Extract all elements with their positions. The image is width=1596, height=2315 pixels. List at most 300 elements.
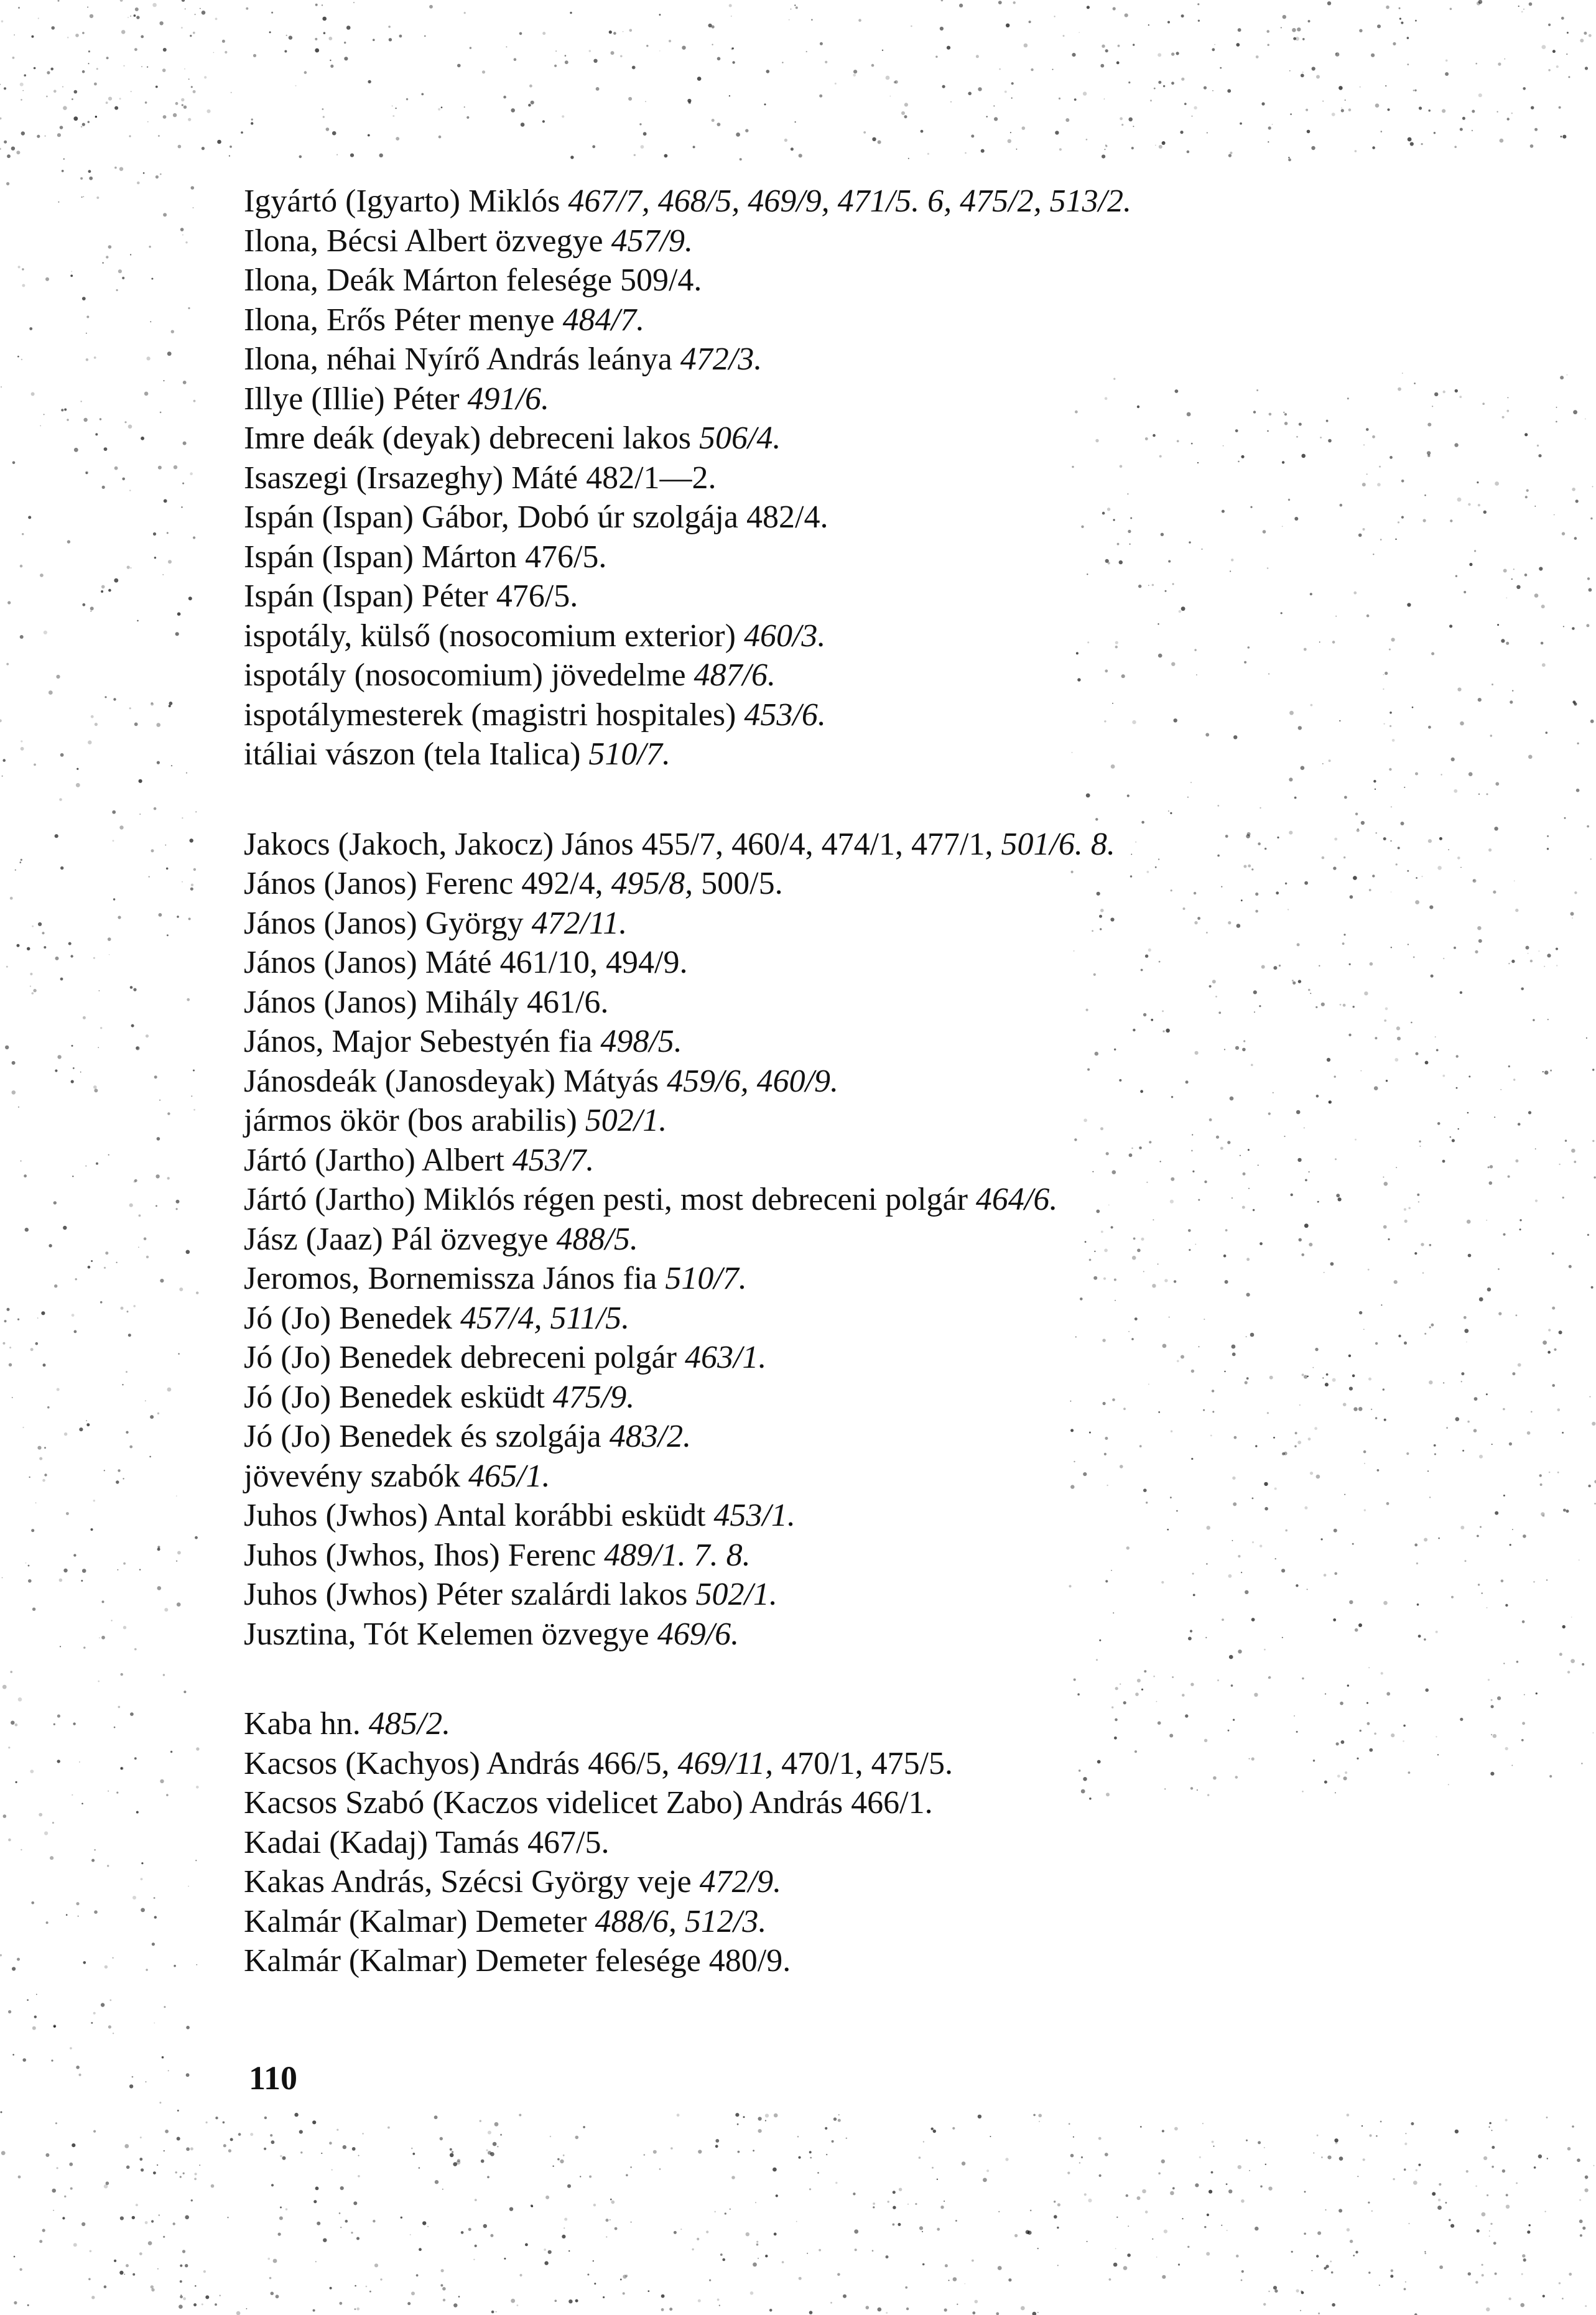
speckle [178,145,182,149]
speckle [1311,146,1315,150]
speckle [1562,135,1566,139]
speckle [1572,2125,1574,2128]
speckle [981,149,985,153]
speckle [34,764,36,766]
speckle [157,1413,159,1414]
speckle [1404,2168,1406,2171]
speckle [634,154,636,156]
speckle [86,316,89,318]
speckle [443,2299,445,2301]
speckle [1032,2312,1037,2315]
speckle [1415,20,1417,22]
speckle [1509,1442,1512,1445]
speckle [1038,2114,1042,2118]
speckle [133,988,136,991]
speckle [486,2150,488,2151]
speckle [1249,2170,1250,2171]
speckle [1181,78,1184,81]
speckle [119,2271,123,2275]
speckle [1281,27,1282,29]
speckle [575,2136,579,2140]
speckle [21,740,22,742]
speckle [458,2296,460,2298]
speckle [343,2145,346,2149]
entry-reference-italic: 453/1. [713,1498,796,1533]
speckle [183,1691,186,1693]
index-entry [244,904,1426,944]
speckle [1489,2122,1492,2125]
speckle [911,26,912,27]
speckle [809,2151,812,2153]
speckle [453,2303,457,2307]
entry-text: Jász (Jaaz) Pál özvegye [244,1221,557,1257]
speckle [159,1100,160,1101]
speckle [150,1415,154,1419]
entry-text: Juhos (Jwhos) Antal korábbi esküdt [244,1498,714,1533]
speckle [1523,1534,1526,1538]
entry-reference-italic: 475/9. [552,1379,635,1415]
speckle [75,1278,77,1280]
speckle [1158,53,1161,57]
speckle [190,838,193,842]
speckle [1472,110,1475,113]
speckle [1510,1544,1511,1546]
speckle [39,2240,42,2243]
speckle [1576,789,1580,792]
speckle [62,86,63,88]
speckle [81,1803,83,1805]
speckle [66,1914,68,1916]
speckle [179,1287,183,1291]
speckle [134,1648,137,1651]
speckle [167,1177,170,1179]
speckle [113,898,115,900]
speckle [230,146,232,148]
speckle [81,2222,85,2226]
speckle [251,122,253,124]
speckle [1324,2267,1327,2270]
speckle [177,916,179,918]
speckle [1486,2308,1490,2311]
speckle [1535,1148,1536,1149]
speckle [1559,2282,1561,2284]
speckle [1559,1653,1562,1656]
speckle [1543,2295,1545,2298]
speckle [32,1608,35,1611]
speckle [205,2295,209,2299]
speckle [1490,1772,1494,1776]
speckle [475,2199,477,2201]
speckle [146,1969,147,1970]
entry-reference-italic: 484/7. [562,302,645,338]
speckle [457,2159,460,2162]
speckle [1550,1070,1552,1072]
speckle [12,1090,16,1095]
speckle [1477,926,1481,930]
speckle [464,106,465,108]
speckle [863,131,866,134]
speckle [395,108,396,109]
speckle [1478,0,1483,4]
speckle [124,421,126,423]
speckle [392,105,393,106]
speckle [919,2156,921,2159]
speckle [12,1967,16,1970]
speckle [1528,1111,1531,1114]
speckle [211,2184,215,2188]
entry-text: Isaszegi (Irsazeghy) Máté 482/1—2. [244,460,717,496]
speckle [1460,1718,1463,1721]
speckle [986,116,988,117]
speckle [1013,1,1016,4]
speckle [1148,24,1149,26]
speckle [1443,391,1445,393]
speckle [1482,2212,1486,2217]
speckle [1449,624,1452,628]
speckle [31,1529,34,1532]
speckle [51,2059,53,2061]
speckle [141,66,142,67]
speckle [132,2216,135,2219]
speckle [564,2227,565,2229]
speckle [1587,1234,1589,1236]
entry-reference-italic: 488/6, 512/3. [595,1903,767,1939]
speckle [139,779,142,783]
speckle [450,2148,452,2151]
speckle [81,197,83,198]
speckle [1474,550,1476,552]
speckle [330,65,333,68]
speckle [76,783,80,787]
speckle [116,1480,119,1483]
speckle [14,2301,17,2304]
speckle [1582,2227,1585,2230]
speckle [14,34,15,35]
speckle [1198,20,1200,22]
speckle [693,146,695,148]
entry-text: itáliai vászon (tela Italica) [244,736,589,772]
speckle [1301,2290,1302,2292]
speckle [202,2303,203,2305]
speckle [1510,700,1513,703]
speckle [149,1456,151,1458]
speckle [1401,22,1403,24]
speckle [70,2187,73,2190]
index-entry [244,1220,1426,1260]
speckle [697,77,702,81]
speckle [931,2128,934,2130]
entry-text: János, Major Sebestyén fia [244,1024,601,1059]
speckle [106,57,109,59]
speckle [104,1470,105,1471]
speckle [1445,60,1448,62]
speckle [1109,2278,1111,2281]
speckle [1131,147,1134,149]
speckle [519,32,522,35]
speckle [315,4,318,6]
entry-reference-italic: 463/1. [684,1340,767,1375]
speckle [1477,481,1478,483]
speckle [632,66,636,70]
speckle [1427,455,1430,457]
speckle [1086,139,1088,141]
entry-text: Ilona, Erős Péter menye [244,302,563,338]
speckle [1326,2265,1329,2268]
speckle [1505,2119,1508,2122]
speckle [957,2304,958,2305]
speckle [1448,849,1449,850]
speckle [355,2285,356,2287]
speckle [160,174,162,175]
speckle [1059,98,1060,100]
speckle [1302,38,1305,40]
speckle [871,64,875,67]
speckle [1524,573,1528,577]
speckle [28,1579,32,1583]
speckle [44,1473,47,1476]
speckle [942,85,945,88]
speckle [613,32,616,35]
speckle [82,297,86,300]
speckle [758,2258,759,2259]
speckle [962,2161,965,2165]
speckle [1255,2227,1258,2230]
speckle [135,7,139,11]
speckle [978,87,981,91]
entry-text: 470/1, 475/5. [773,1745,953,1781]
speckle [128,17,129,18]
speckle [835,2182,837,2184]
speckle [159,2214,160,2216]
speckle [755,2202,756,2203]
speckle [57,1055,61,1059]
speckle [157,1137,160,1141]
speckle [1359,29,1362,32]
speckle [127,1311,129,1312]
speckle [2,1342,5,1345]
speckle [811,19,813,21]
speckle [54,1284,57,1287]
speckle [120,2216,124,2220]
speckle [31,392,35,396]
speckle [1024,44,1028,48]
speckle [1512,1529,1513,1530]
speckle [60,1646,61,1647]
speckle [1498,1312,1501,1315]
speckle [1548,1329,1551,1331]
speckle [1524,1694,1525,1696]
speckle [1572,917,1573,919]
speckle [1079,2162,1080,2163]
speckle [167,351,172,356]
speckle [1437,1754,1439,1755]
speckle [1546,731,1548,734]
speckle [1528,953,1529,954]
speckle [941,0,944,1]
speckle [57,1714,60,1717]
speckle [1519,1228,1521,1230]
speckle [998,2211,1000,2212]
speckle [129,489,131,491]
speckle [1523,2258,1526,2262]
speckle [42,932,44,934]
speckle [180,2295,183,2298]
speckle [764,103,766,105]
speckle [1539,1474,1542,1477]
speckle [1534,2166,1536,2169]
speckle [1241,2280,1243,2281]
speckle [1568,76,1570,78]
speckle [155,1174,159,1178]
speckle [1503,569,1507,573]
speckle [1491,1699,1493,1701]
speckle [1105,2153,1108,2156]
speckle [1574,702,1577,705]
speckle [1488,1166,1490,1168]
speckle [1033,2114,1036,2117]
speckle [411,2148,413,2150]
speckle [137,620,139,622]
speckle [1421,143,1423,145]
speckle [95,433,98,435]
speckle [1116,2217,1118,2218]
speckle [1531,106,1534,109]
speckle [1477,1535,1479,1538]
speckle [53,2025,56,2028]
speckle [57,2167,58,2169]
speckle [497,2146,498,2147]
speckle [339,2302,342,2305]
speckle [184,68,185,70]
speckle [641,145,644,149]
speckle [1556,65,1559,68]
speckle [1301,74,1304,78]
speckle [1459,396,1462,398]
speckle [706,2230,708,2233]
speckle [927,153,929,155]
speckle [104,2285,107,2288]
speckle [1332,2303,1335,2307]
speckle [1371,2211,1373,2212]
speckle [730,2209,731,2210]
speckle [80,401,81,402]
speckle [1442,109,1445,113]
speckle [72,1794,73,1796]
speckle [833,2117,837,2120]
speckle [109,954,110,955]
speckle [1387,108,1390,111]
speckle [758,2117,762,2120]
speckle [1562,1197,1564,1199]
speckle [1467,1421,1470,1423]
entry-reference-italic: 488/5. [556,1221,638,1257]
speckle [1163,85,1165,87]
speckle [157,1546,160,1548]
index-entry [244,1575,1426,1615]
speckle [82,603,85,606]
speckle [1473,879,1475,881]
entry-reference-italic: 506/4. [698,420,781,456]
speckle [169,705,171,707]
entry-reference-italic: 453/7. [512,1142,595,1178]
speckle [286,35,287,36]
speckle [1312,2270,1313,2271]
speckle [1345,100,1346,101]
speckle [139,1215,141,1217]
speckle [332,2169,333,2171]
speckle [180,2265,182,2267]
speckle [59,798,62,801]
speckle [196,1747,199,1750]
speckle [289,35,292,39]
speckle [1292,28,1296,32]
speckle [629,29,633,32]
speckle [276,2294,279,2298]
speckle [299,2130,303,2134]
speckle [1429,906,1433,909]
speckle [438,136,442,139]
speckle [134,48,137,51]
speckle [1489,2235,1490,2237]
speckle [86,1423,90,1426]
speckle [919,2226,923,2230]
speckle [442,2287,446,2291]
speckle [108,2025,111,2028]
speckle [203,2270,206,2273]
speckle [295,85,296,86]
speckle [1577,2158,1580,2162]
speckle [154,1075,157,1079]
speckle [186,2147,190,2151]
speckle [899,2188,902,2191]
speckle [1162,2275,1166,2279]
speckle [1142,2189,1146,2194]
speckle [99,1638,100,1639]
speckle [1498,63,1501,66]
speckle [1450,519,1452,522]
speckle [330,2287,332,2289]
speckle [1479,1297,1483,1302]
speckle [411,2291,415,2295]
speckle [1524,433,1528,436]
speckle [1070,2154,1074,2158]
speckle [1460,721,1464,726]
speckle [158,466,162,470]
speckle [132,2273,135,2276]
speckle [907,2204,909,2205]
speckle [1569,1265,1572,1268]
speckle [1031,68,1033,71]
speckle [1527,1431,1531,1435]
speckle [1054,2201,1055,2202]
index-entry [244,1022,1426,1062]
speckle [358,2155,360,2156]
speckle [300,2151,302,2153]
speckle [32,992,34,995]
speckle [1503,1663,1505,1664]
speckle [620,55,623,58]
speckle [181,27,183,29]
speckle [336,154,338,155]
speckle [119,98,121,100]
speckle [630,2166,632,2168]
speckle [128,1334,131,1337]
speckle [223,2122,225,2124]
speckle [10,1671,12,1673]
speckle [772,2168,777,2172]
speckle [27,1999,29,2001]
index-entry [244,498,1426,537]
